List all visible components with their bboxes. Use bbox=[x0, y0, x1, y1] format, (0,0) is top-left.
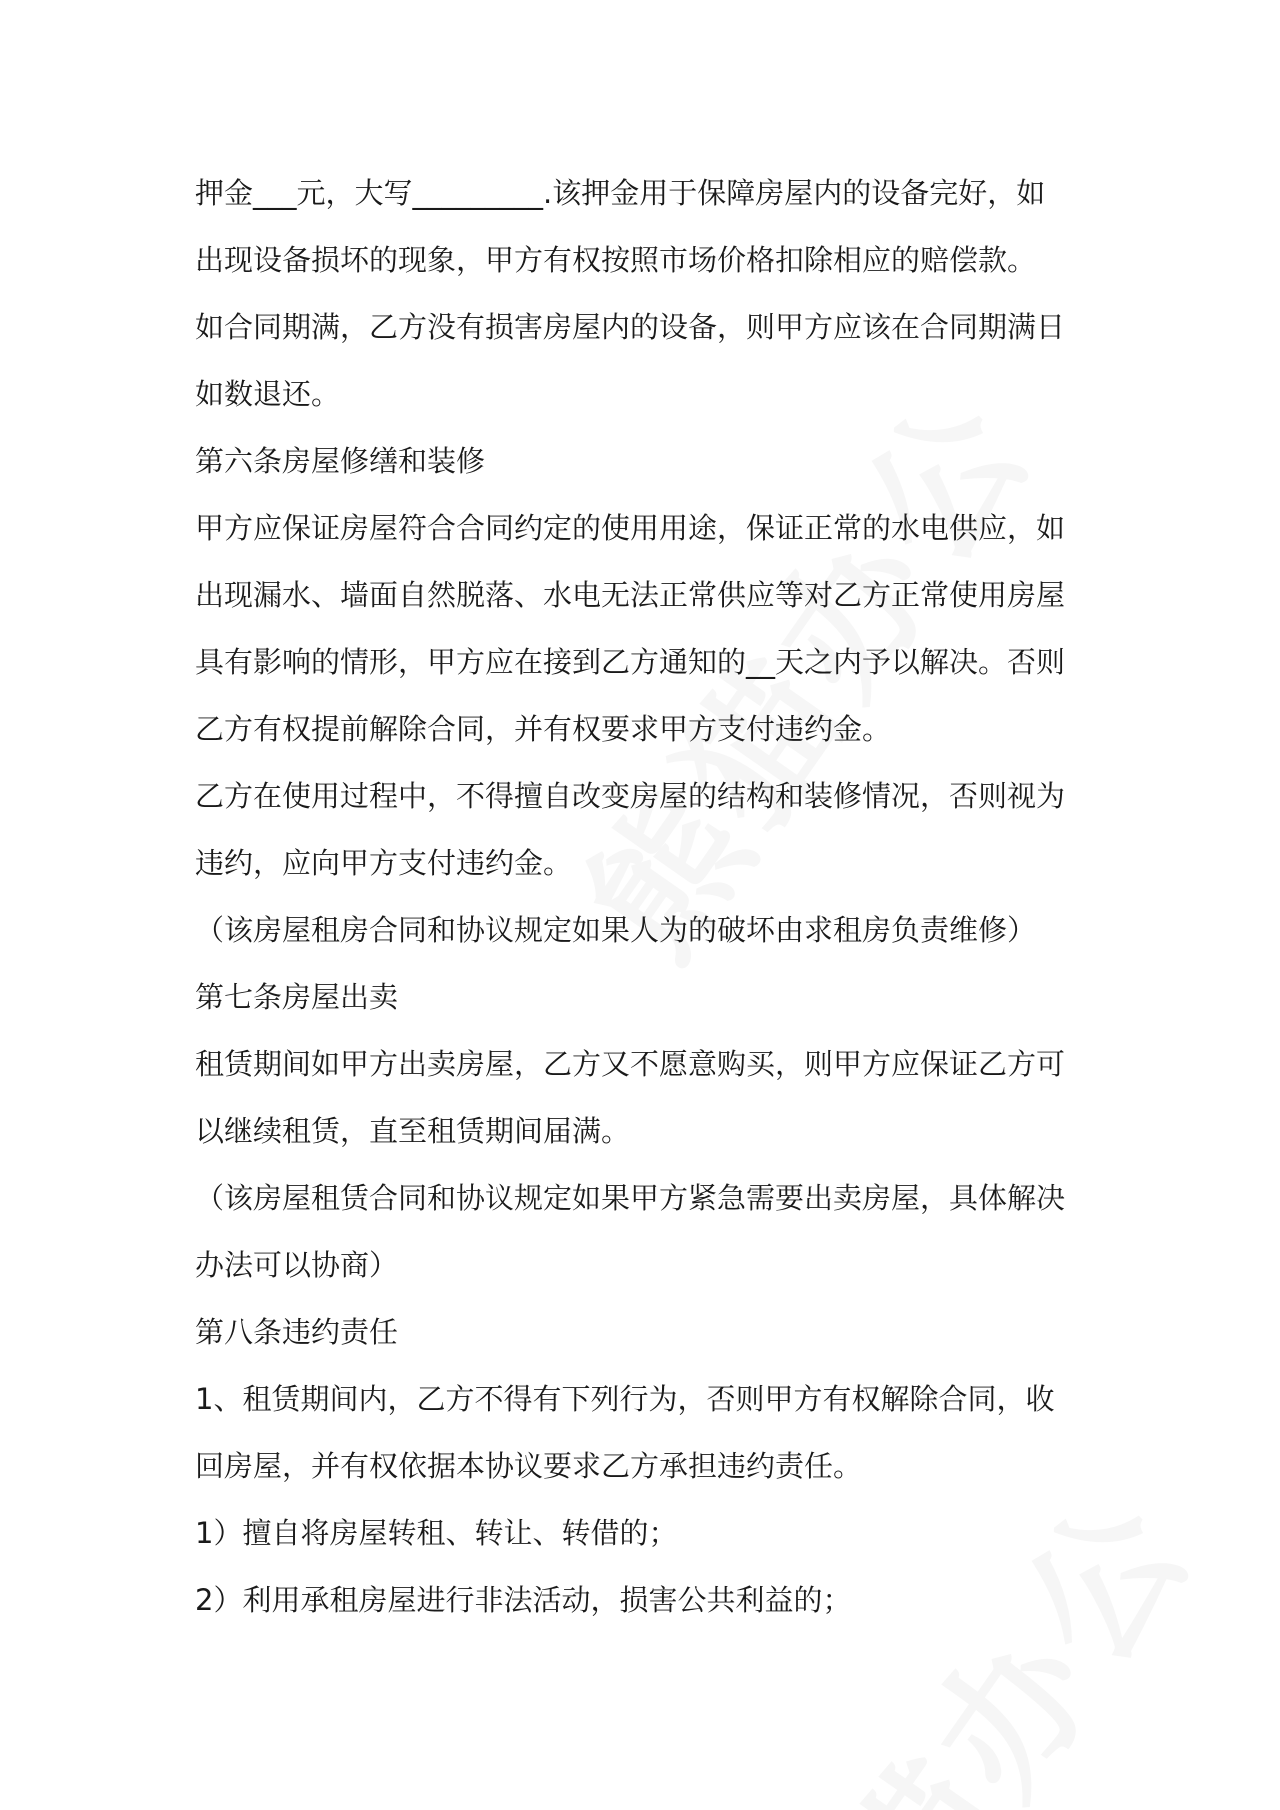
text-line: 乙方有权提前解除合同，并有权要求甲方支付违约金。 bbox=[195, 712, 892, 746]
list-item: 1）擅自将房屋转租、转让、转借的； bbox=[195, 1516, 678, 1550]
text-line: 如数退还。 bbox=[195, 377, 341, 411]
section-heading: 第六条房屋修缮和装修 bbox=[195, 444, 486, 478]
text-line: 出现设备损坏的现象，甲方有权按照市场价格扣除相应的赔偿款。 bbox=[195, 243, 1037, 277]
list-item: 2）利用承租房屋进行非法活动，损害公共利益的； bbox=[195, 1583, 852, 1617]
text-line: 出现漏水、墙面自然脱落、水电无法正常供应等对乙方正常使用房屋 bbox=[195, 578, 1066, 612]
text-line: 甲方应保证房屋符合合同约定的使用用途，保证正常的水电供应，如 bbox=[195, 511, 1066, 545]
text-line: 违约，应向甲方支付违约金。 bbox=[195, 846, 573, 880]
text-line: 具有影响的情形，甲方应在接到乙方通知的__天之内予以解决。否则 bbox=[195, 645, 1066, 679]
text-line: 乙方在使用过程中，不得擅自改变房屋的结构和装修情况，否则视为 bbox=[195, 779, 1066, 813]
text-line: 以继续租赁，直至租赁期间届满。 bbox=[195, 1114, 631, 1148]
text-line: 押金___元，大写_________.该押金用于保障房屋内的设备完好，如 bbox=[195, 176, 1046, 210]
section-heading: 第八条违约责任 bbox=[195, 1315, 399, 1349]
text-line: 回房屋，并有权依据本协议要求乙方承担违约责任。 bbox=[195, 1449, 863, 1483]
document-body bbox=[195, 160, 1095, 1634]
section-heading: 第七条房屋出卖 bbox=[195, 980, 399, 1014]
text-line: 租赁期间如甲方出卖房屋，乙方又不愿意购买，则甲方应保证乙方可 bbox=[195, 1047, 1066, 1081]
text-line: 如合同期满，乙方没有损害房屋内的设备，则甲方应该在合同期满日 bbox=[195, 310, 1066, 344]
text-line: （该房屋租房合同和协议规定如果人为的破坏由求租房负责维修） bbox=[195, 913, 1037, 947]
text-line: 1、租赁期间内，乙方不得有下列行为，否则甲方有权解除合同，收 bbox=[195, 1382, 1055, 1416]
text-line: （该房屋租赁合同和协议规定如果甲方紧急需要出卖房屋，具体解决 bbox=[195, 1181, 1066, 1215]
text-line: 办法可以协商） bbox=[195, 1248, 399, 1282]
